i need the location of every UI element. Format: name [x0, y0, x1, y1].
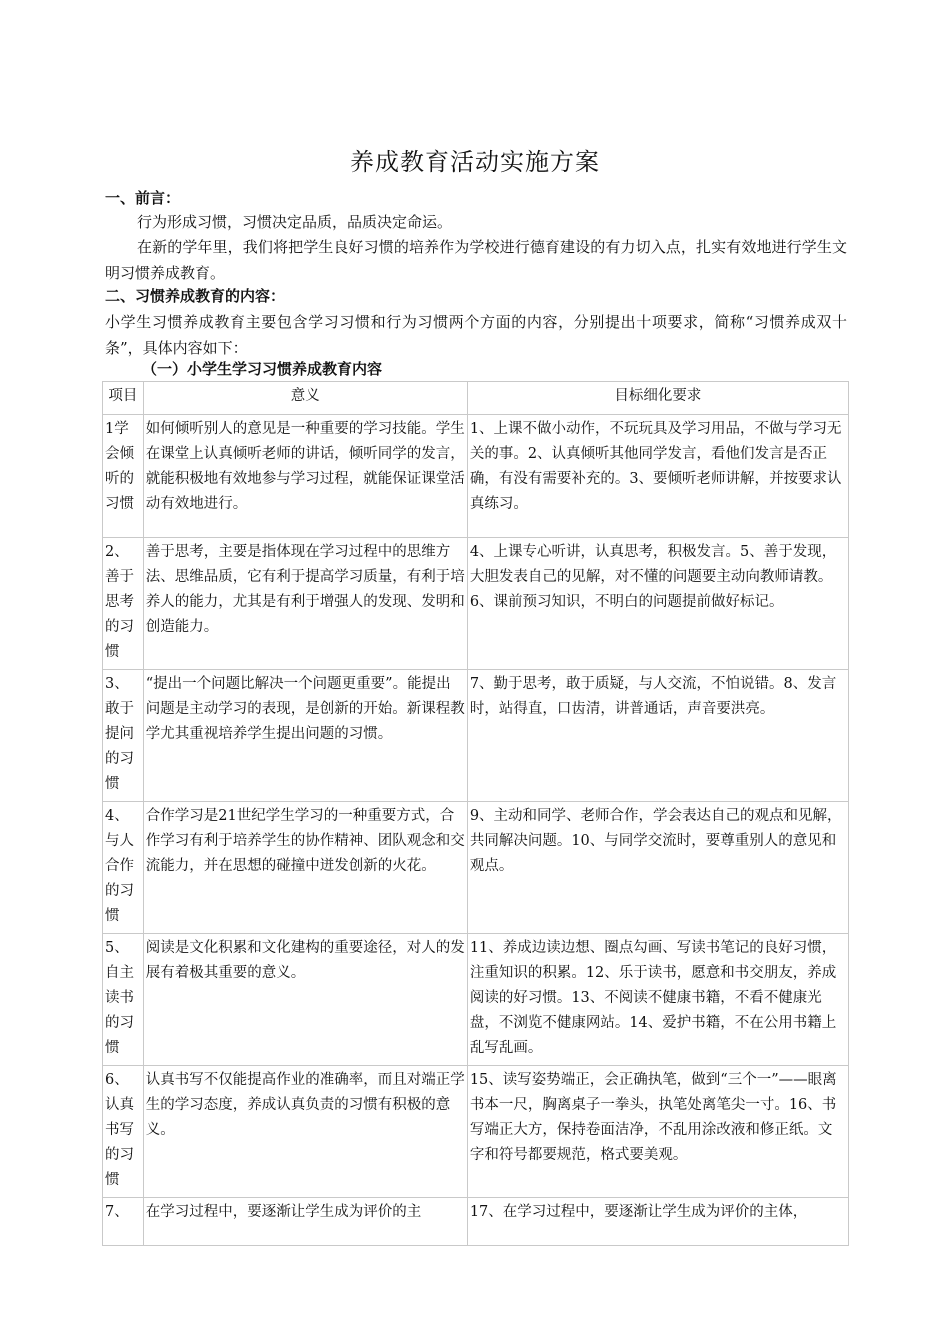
cell-goal: 1、上课不做小动作，不玩玩具及学习用品，不做与学习无关的事。2、认真倾听其他同学发言，看他们发言是否正确，有没有需要补充的。3、要倾听老师讲解，并按要求认真练习。 [467, 415, 848, 538]
cell-goal: 11、养成边读边想、圈点勾画、写读书笔记的良好习惯，注重知识的积累。12、乐于读书，愿意和书交朋友，养成阅读的好习惯。13、不阅读不健康书籍，不看不健康光盘，不浏览不健康网站。14、爱护书籍，不在公用书籍上乱写乱画。 [467, 934, 848, 1066]
cell-item: 5、自主读书的习惯 [103, 934, 144, 1066]
table-row [103, 415, 849, 538]
column-header-item: 项目 [103, 382, 144, 415]
cell-goal: 9、主动和同学、老师合作，学会表达自己的观点和见解，共同解决问题。10、与同学交流时，要尊重别人的意见和观点。 [467, 802, 848, 934]
cell-item: 1学会倾听的习惯 [103, 415, 144, 538]
cell-meaning: 阅读是文化积累和文化建构的重要途径，对人的发展有着极其重要的意义。 [143, 934, 467, 1066]
cell-item: 7、 [103, 1198, 144, 1246]
cell-item: 6、认真书写的习惯 [103, 1066, 144, 1198]
preface-paragraph-1: 行为形成习惯，习惯决定品质，品质决定命运。 [137, 213, 453, 231]
cell-item: 3、敢于提问的习惯 [103, 670, 144, 802]
table-subheading: （一）小学生学习习惯养成教育内容 [142, 360, 383, 378]
section-heading-preface: 一、前言： [105, 189, 181, 207]
cell-meaning: 认真书写不仅能提高作业的准确率，而且对端正学生的学习态度，养成认真负责的习惯有积极的意义。 [143, 1066, 467, 1198]
section-heading-content: 二、习惯养成教育的内容： [105, 287, 286, 305]
cell-item: 2、善于思考的习惯 [103, 538, 144, 670]
cell-item: 4、与人合作的习惯 [103, 802, 144, 934]
column-header-goal: 目标细化要求 [467, 382, 848, 415]
content-paragraph: 小学生习惯养成教育主要包含学习习惯和行为习惯两个方面的内容，分别提出十项要求，简称“习惯养成双十条”，具体内容如下： [105, 313, 847, 357]
table-row [103, 1198, 849, 1246]
table-row [103, 934, 849, 1066]
preface-paragraph-2: 在新的学年里，我们将把学生良好习惯的培养作为学校进行德育建设的有力切入点，扎实有效地进行学生文明习惯养成教育。 [105, 238, 847, 282]
table-row [103, 1066, 849, 1198]
cell-meaning: 在学习过程中，要逐渐让学生成为评价的主 [143, 1198, 467, 1246]
cell-goal: 4、上课专心听讲，认真思考，积极发言。5、善于发现，大胆发表自己的见解，对不懂的问题要主动向教师请教。6、课前预习知识，不明白的问题提前做好标记。 [467, 538, 848, 670]
cell-meaning: “提出一个问题比解决一个问题更重要”。能提出问题是主动学习的表现，是创新的开始。新课程教学尤其重视培养学生提出问题的习惯。 [143, 670, 467, 802]
cell-goal: 15、读写姿势端正，会正确执笔，做到“三个一”——眼离书本一尺，胸离桌子一拳头，执笔处离笔尖一寸。16、书写端正大方，保持卷面洁净，不乱用涂改液和修正纸。文字和符号都要规范，格式要美观。 [467, 1066, 848, 1198]
cell-goal: 17、在学习过程中，要逐渐让学生成为评价的主体， [467, 1198, 848, 1246]
cell-meaning: 合作学习是21世纪学生学习的一种重要方式，合作学习有利于培养学生的协作精神、团队观念和交流能力，并在思想的碰撞中迸发创新的火花。 [143, 802, 467, 934]
table-row [103, 538, 849, 670]
table-row [103, 670, 849, 802]
page-title: 养成教育活动实施方案 [350, 148, 600, 176]
cell-goal: 7、勤于思考，敢于质疑，与人交流，不怕说错。8、发言时，站得直，口齿清，讲普通话，声音要洪亮。 [467, 670, 848, 802]
cell-meaning: 如何倾听别人的意见是一种重要的学习技能。学生在课堂上认真倾听老师的讲话，倾听同学的发言，就能积极地有效地参与学习过程，就能保证课堂活动有效地进行。 [143, 415, 467, 538]
table-header-row [103, 382, 849, 415]
learning-habits-table [102, 381, 849, 1246]
table-row [103, 802, 849, 934]
cell-meaning: 善于思考，主要是指体现在学习过程中的思维方法、思维品质，它有利于提高学习质量，有利于培养人的能力，尤其是有利于增强人的发现、发明和创造能力。 [143, 538, 467, 670]
column-header-meaning: 意义 [143, 382, 467, 415]
